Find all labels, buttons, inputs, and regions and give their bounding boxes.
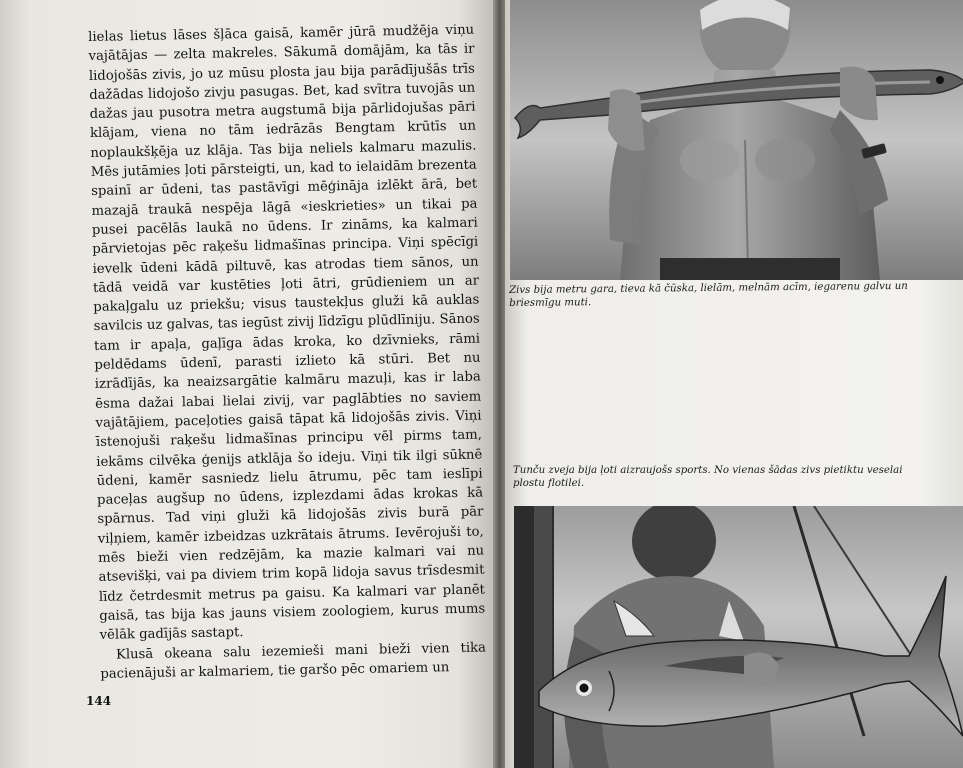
photo-caption-top: Zivs bija metru gara, tieva kā čūska, lielām, melnām acīm, iegarenu galvu un briesmīgu muti. <box>509 280 908 309</box>
photo-illustration <box>514 506 963 768</box>
photo-man-holding-fish <box>510 0 963 280</box>
page-number: 144 <box>86 694 112 708</box>
body-text <box>88 21 487 684</box>
right-page <box>505 0 963 768</box>
photo-illustration <box>510 0 963 280</box>
paragraph: Klusā okeana salu iezemieši mani bieži vien tika pacienājuši ar kalmariem, tie garšo pēc omariem un <box>100 639 487 682</box>
paragraph: lielas lietus lāses šļāca gaisā, kamēr jūrā mudžēja viņu vajātājas — zelta makreles. Sākumā domājām, ka tās ir lidojošās zivis, jo uz mūsu plosta jau bija parādījušās trīs dažādas lidojošo zivju pasugas. Bet, kad svītra tuvojās un dažas jau pusotra metra augstumā bija pārlidojušas pāri klājam, viena no tām iedrāzās Bengtam krūtīs un noplaukšķēja uz klāja. Tas bija neliels kalmaru mazulis. Mēs jutāmies ļoti pārsteigti, un, kad to ielaidām brezenta spainī ar ūdeni, tas pastāvīgi mēģināja izlēkt ārā, bet mazajā traukā nespēja lāgā «ieskrieties» un tikai pa pusei pacēlās laukā no ūdens. Ir zināms, ka kalmari pārvietojas pēc raķešu lidmašīnas principa. Viņi spēcīgi ievelk ūdeni kādā piltuvē, kas atrodas tiem sānos, un tādā veidā var kustēties ļoti ātri, grūdieniem un ar pakaļgalu uz priekšu; visus taustekļus gluži kā auklas savilcis uz galvas, tas iegūst zivij līdzīgu plūdlīniju. Sānos tam ir apaļa, gaļīga ādas kroka, ko dzīvnieks, rāmi peldēdams ūdenī, parasti izlieto kā stūri. Bet nu izrādījās, ka neaizsargātie kalmāru mazuļi, kas ir laba ēsma dažai labai lielai zivij, var paglābties no saviem vajātājiem, paceļoties gaisā tāpat kā lidojošās zivis. Viņi īstenojuši raķešu lidmašīnas principu vēl pirms tam, iekāms cilvēka ģenijs atklāja šo ideju. Viņi tik ilgi sūknē ūdeni, kamēr sasniedz lielu ātrumu, pēc tam ieslīpi paceļas augšup no ūdens, izplezdami ādas krokas kā spārnus. Tad viņi gluži kā lidojošās zivis burā pār viļņiem, kamēr izbeidzas uzkrātais ātrums. Ievērojuši to, mēs bieži vien redzējām, ka mazie kalmari vai nu atsevišķi, vai pa diviem trim kopā lidoja savus trīsdesmit līdz četrdesmit metrus pa gaisu. Ka kalmari var planēt gaisā, tas bija kas jauns visiem zoologiem, kurus mums vēlāk gadījās sastapt. <box>88 22 486 644</box>
photo-caption-bottom: Tunču zveja bija ļoti aizraujošs sports. No vienas šādas zivs pietiktu veselai plostu flotilei. <box>513 465 903 489</box>
photo-tuna-catch <box>514 506 963 768</box>
